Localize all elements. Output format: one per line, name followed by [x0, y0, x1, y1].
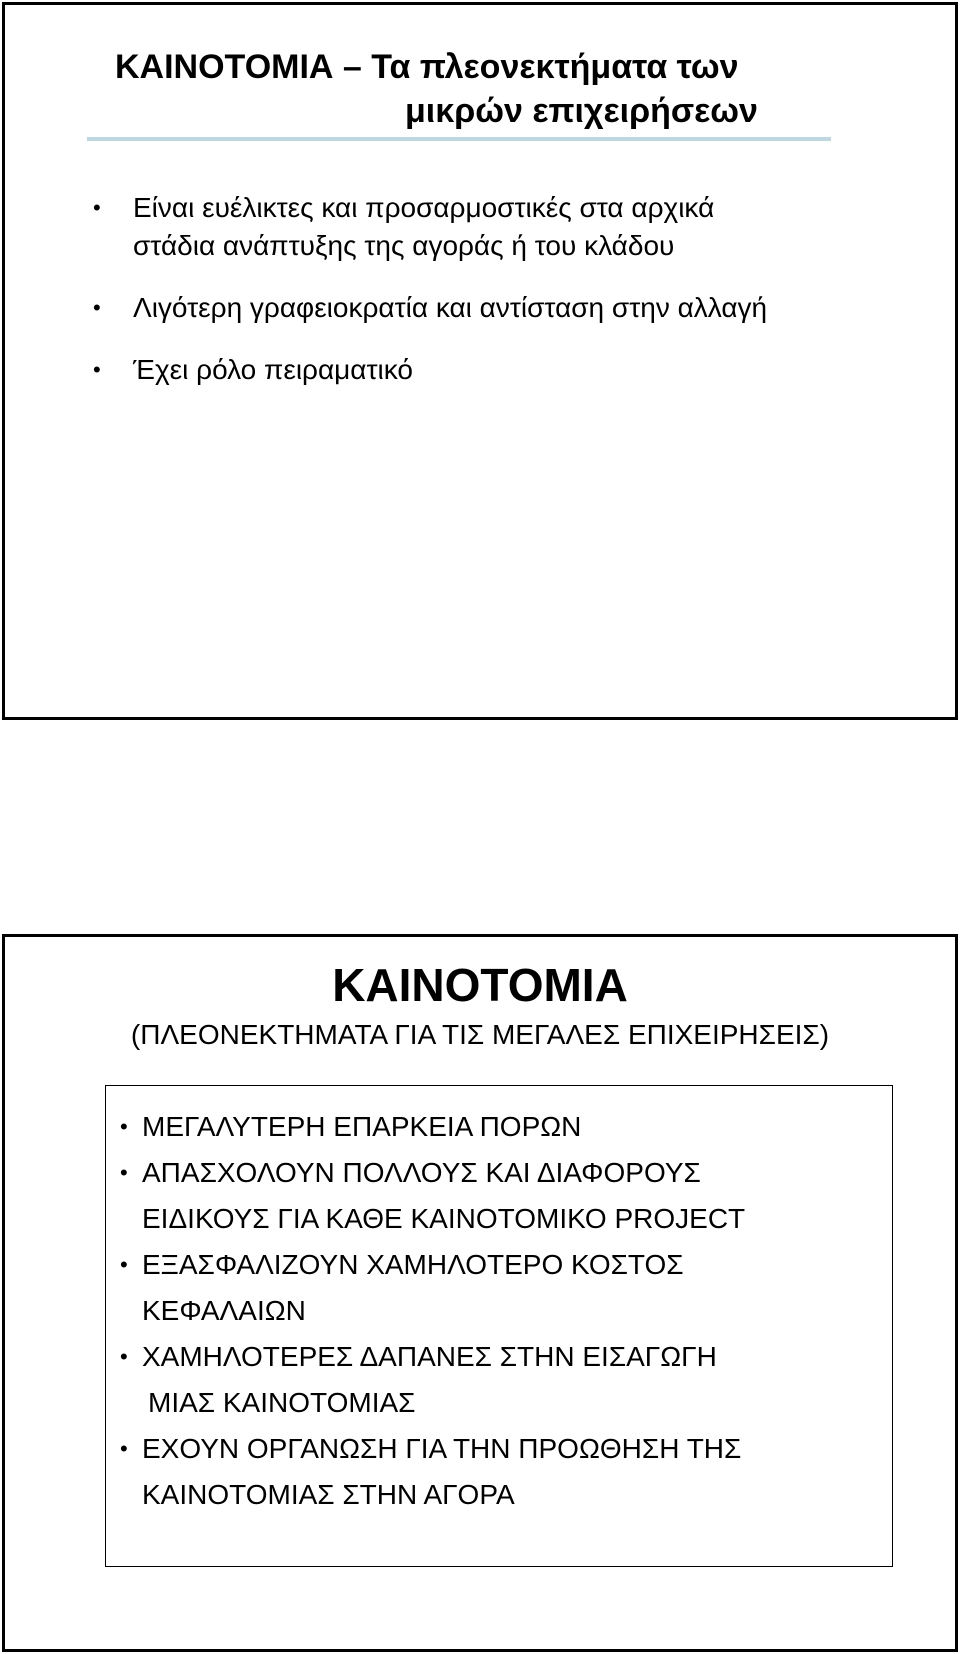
slide-title: ΚΑΙΝΟΤΟΜΙΑ: [332, 959, 628, 1011]
bullet-icon: •: [120, 1252, 128, 1277]
bullet-text-line: ΑΠΑΣΧΟΛΟΥΝ ΠΟΛΛΟΥΣ ΚΑΙ ΔΙΑΦΟΡΟΥΣ: [142, 1157, 701, 1188]
list-item: [120, 1334, 880, 1426]
bullet-icon: •: [120, 1160, 128, 1185]
title-line-2: μικρών επιχειρήσεων: [405, 92, 758, 130]
list-item: [120, 1242, 880, 1334]
bullet-text-line: ΚΑΙΝΟΤΟΜΙΑΣ ΣΤΗΝ ΑΓΟΡΑ: [142, 1479, 515, 1510]
bullet-text-line: ΚΕΦΑΛΑΙΩΝ: [142, 1295, 306, 1326]
bullet-text-line: ΜΙΑΣ ΚΑΙΝΟΤΟΜΙΑΣ: [148, 1387, 416, 1418]
title-underline: [87, 137, 831, 141]
bullet-text-line: Λιγότερη γραφειοκρατία και αντίσταση στην αλλαγή: [133, 292, 768, 323]
bullet-text-line: ΕΙΔΙΚΟΥΣ ΓΙΑ ΚΑΘΕ ΚΑΙΝΟΤΟΜΙΚΟ PROJECT: [142, 1203, 746, 1234]
title-line-1: ΚΑΙΝΟΤΟΜΙΑ – Τα πλεονεκτήματα των: [115, 48, 739, 86]
list-item: [120, 1150, 880, 1242]
bullet-list: [120, 1104, 880, 1518]
list-item: [93, 351, 893, 389]
slide-subtitle: (ΠΛΕΟΝΕΚΤΗΜΑΤΑ ΓΙΑ ΤΙΣ ΜΕΓΑΛΕΣ ΕΠΙΧΕΙΡΗΣΕΙΣ): [130, 1019, 830, 1050]
bullet-text-line: ΕΞΑΣΦΑΛΙΖΟΥΝ ΧΑΜΗΛΟΤΕΡΟ ΚΟΣΤΟΣ: [142, 1249, 684, 1280]
content-box: [105, 1085, 893, 1567]
list-item: [93, 289, 893, 327]
list-item: [93, 189, 893, 265]
bullet-icon: •: [93, 195, 101, 220]
bullet-list: [93, 189, 893, 413]
bullet-icon: •: [93, 295, 101, 320]
slide-large-businesses: [2, 934, 958, 1652]
list-item: [120, 1104, 880, 1150]
slide-title: [115, 45, 835, 133]
list-item: [120, 1426, 880, 1518]
bullet-text-line: Έχει ρόλο πειραματικό: [133, 354, 413, 385]
bullet-icon: •: [120, 1436, 128, 1461]
bullet-icon: •: [120, 1344, 128, 1369]
bullet-text-line: ΜΕΓΑΛΥΤΕΡΗ ΕΠΑΡΚΕΙΑ ΠΟΡΩΝ: [142, 1111, 582, 1142]
bullet-text-line: στάδια ανάπτυξης της αγοράς ή του κλάδου: [133, 230, 675, 261]
bullet-icon: •: [93, 357, 101, 382]
bullet-text-line: ΕΧΟΥΝ ΟΡΓΑΝΩΣΗ ΓΙΑ ΤΗΝ ΠΡΟΩΘΗΣΗ ΤΗΣ: [142, 1433, 742, 1464]
bullet-text-line: Είναι ευέλικτες και προσαρμοστικές στα αρχικά: [133, 192, 715, 223]
slide-small-businesses: [2, 2, 958, 720]
bullet-text-line: ΧΑΜΗΛΟΤΕΡΕΣ ΔΑΠΑΝΕΣ ΣΤΗΝ ΕΙΣΑΓΩΓΗ: [142, 1341, 717, 1372]
bullet-icon: •: [120, 1114, 128, 1139]
